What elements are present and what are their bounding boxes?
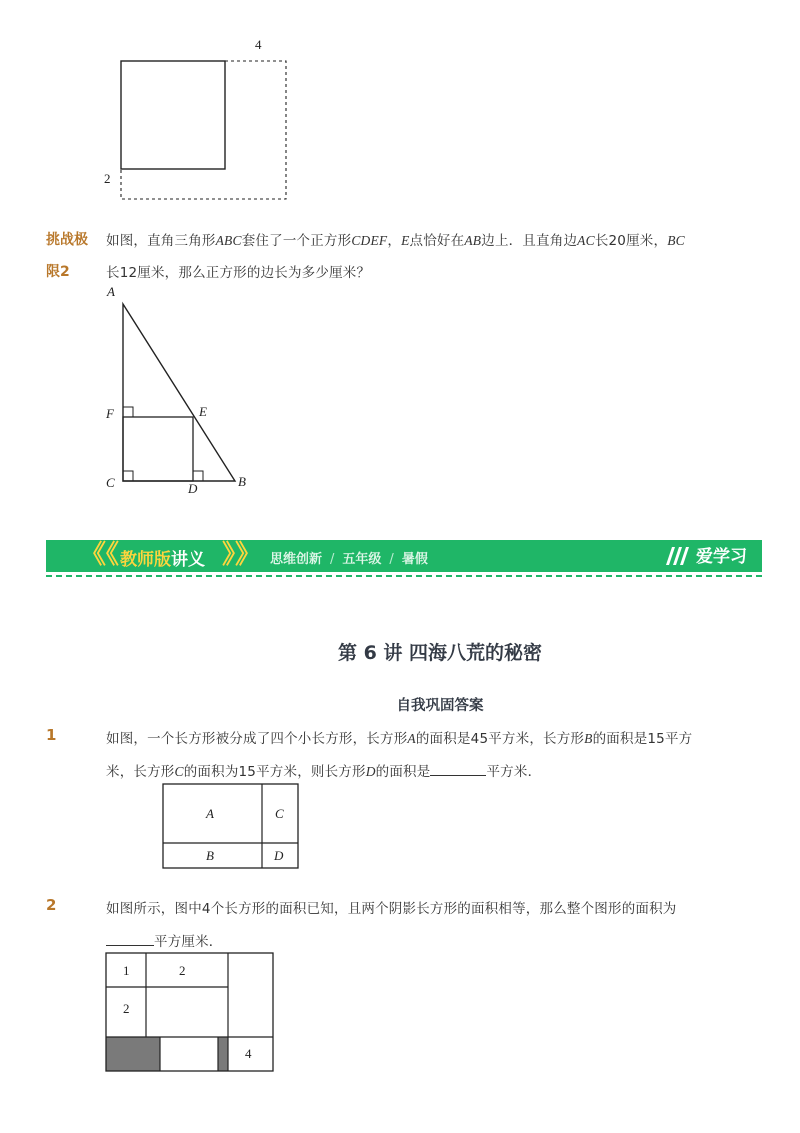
vertex-A: A <box>107 284 115 299</box>
label-4: 4 <box>255 37 262 52</box>
q1-text-line1: 如图，一个长方形被分成了四个小长方形，长方形A的面积是45平方米，长方形B的面积是15平方 <box>106 731 693 747</box>
rect-label-D: D <box>274 848 284 863</box>
vertex-C: C <box>106 475 115 490</box>
cell-label-2-left: 2 <box>123 1001 130 1016</box>
figure-rectangle-abcd <box>160 782 302 870</box>
brand-logo-icon <box>664 543 694 569</box>
label-2: 2 <box>104 171 111 186</box>
challenge-tag-line1: 挑战极 <box>46 232 88 248</box>
banner-divider <box>46 575 762 577</box>
vertex-D: D <box>188 481 198 495</box>
banner-title: 教师版讲义 <box>120 550 205 570</box>
figure-triangle-square <box>95 280 265 495</box>
q2-text-line1: 如图所示，图中4个长方形的面积已知，且两个阴影长方形的面积相等，那么整个图形的面积为 <box>106 901 677 917</box>
cell-label-1: 1 <box>123 963 130 978</box>
challenge-tag-line2: 限2 <box>46 264 70 280</box>
chevron-left-icon: 《《 <box>80 540 120 570</box>
section-subtitle: 自我巩固答案 <box>396 698 484 714</box>
vertex-B: B <box>238 474 246 489</box>
answer-blank <box>430 764 486 776</box>
challenge-text-line2: 长12厘米，那么正方形的边长为多少厘米？ <box>106 265 371 281</box>
rect-label-A: A <box>206 806 214 821</box>
cell-label-2-top: 2 <box>179 963 186 978</box>
figure-square-extension <box>90 30 310 210</box>
rect-label-B: B <box>206 848 214 863</box>
figure-shaded-rectangles <box>104 951 276 1073</box>
challenge-text-line1: 如图，直角三角形ABC套住了一个正方形CDEF，E点恰好在AB边上．且直角边AC长20厘米，BC <box>106 233 685 249</box>
answer-blank <box>106 934 154 946</box>
banner-breadcrumb: 思维创新 / 五年级 / 暑假 <box>270 552 428 567</box>
cell-label-4: 4 <box>245 1046 252 1061</box>
rect-label-C: C <box>275 806 284 821</box>
question-number-2: 2 <box>46 896 57 914</box>
lecture-title: 第 6 讲 四海八荒的秘密 <box>337 642 543 664</box>
vertex-E: E <box>199 404 207 419</box>
q2-text-line2: 平方厘米． <box>106 930 223 950</box>
vertex-F: F <box>106 406 114 421</box>
question-number-1: 1 <box>46 726 57 744</box>
brand-name: 爱学习 <box>696 547 747 567</box>
q1-text-line2: 米，长方形C的面积为15平方米，则长方形D的面积是 平方米． <box>106 764 542 780</box>
chevron-right-icon: 》》 <box>222 540 262 570</box>
